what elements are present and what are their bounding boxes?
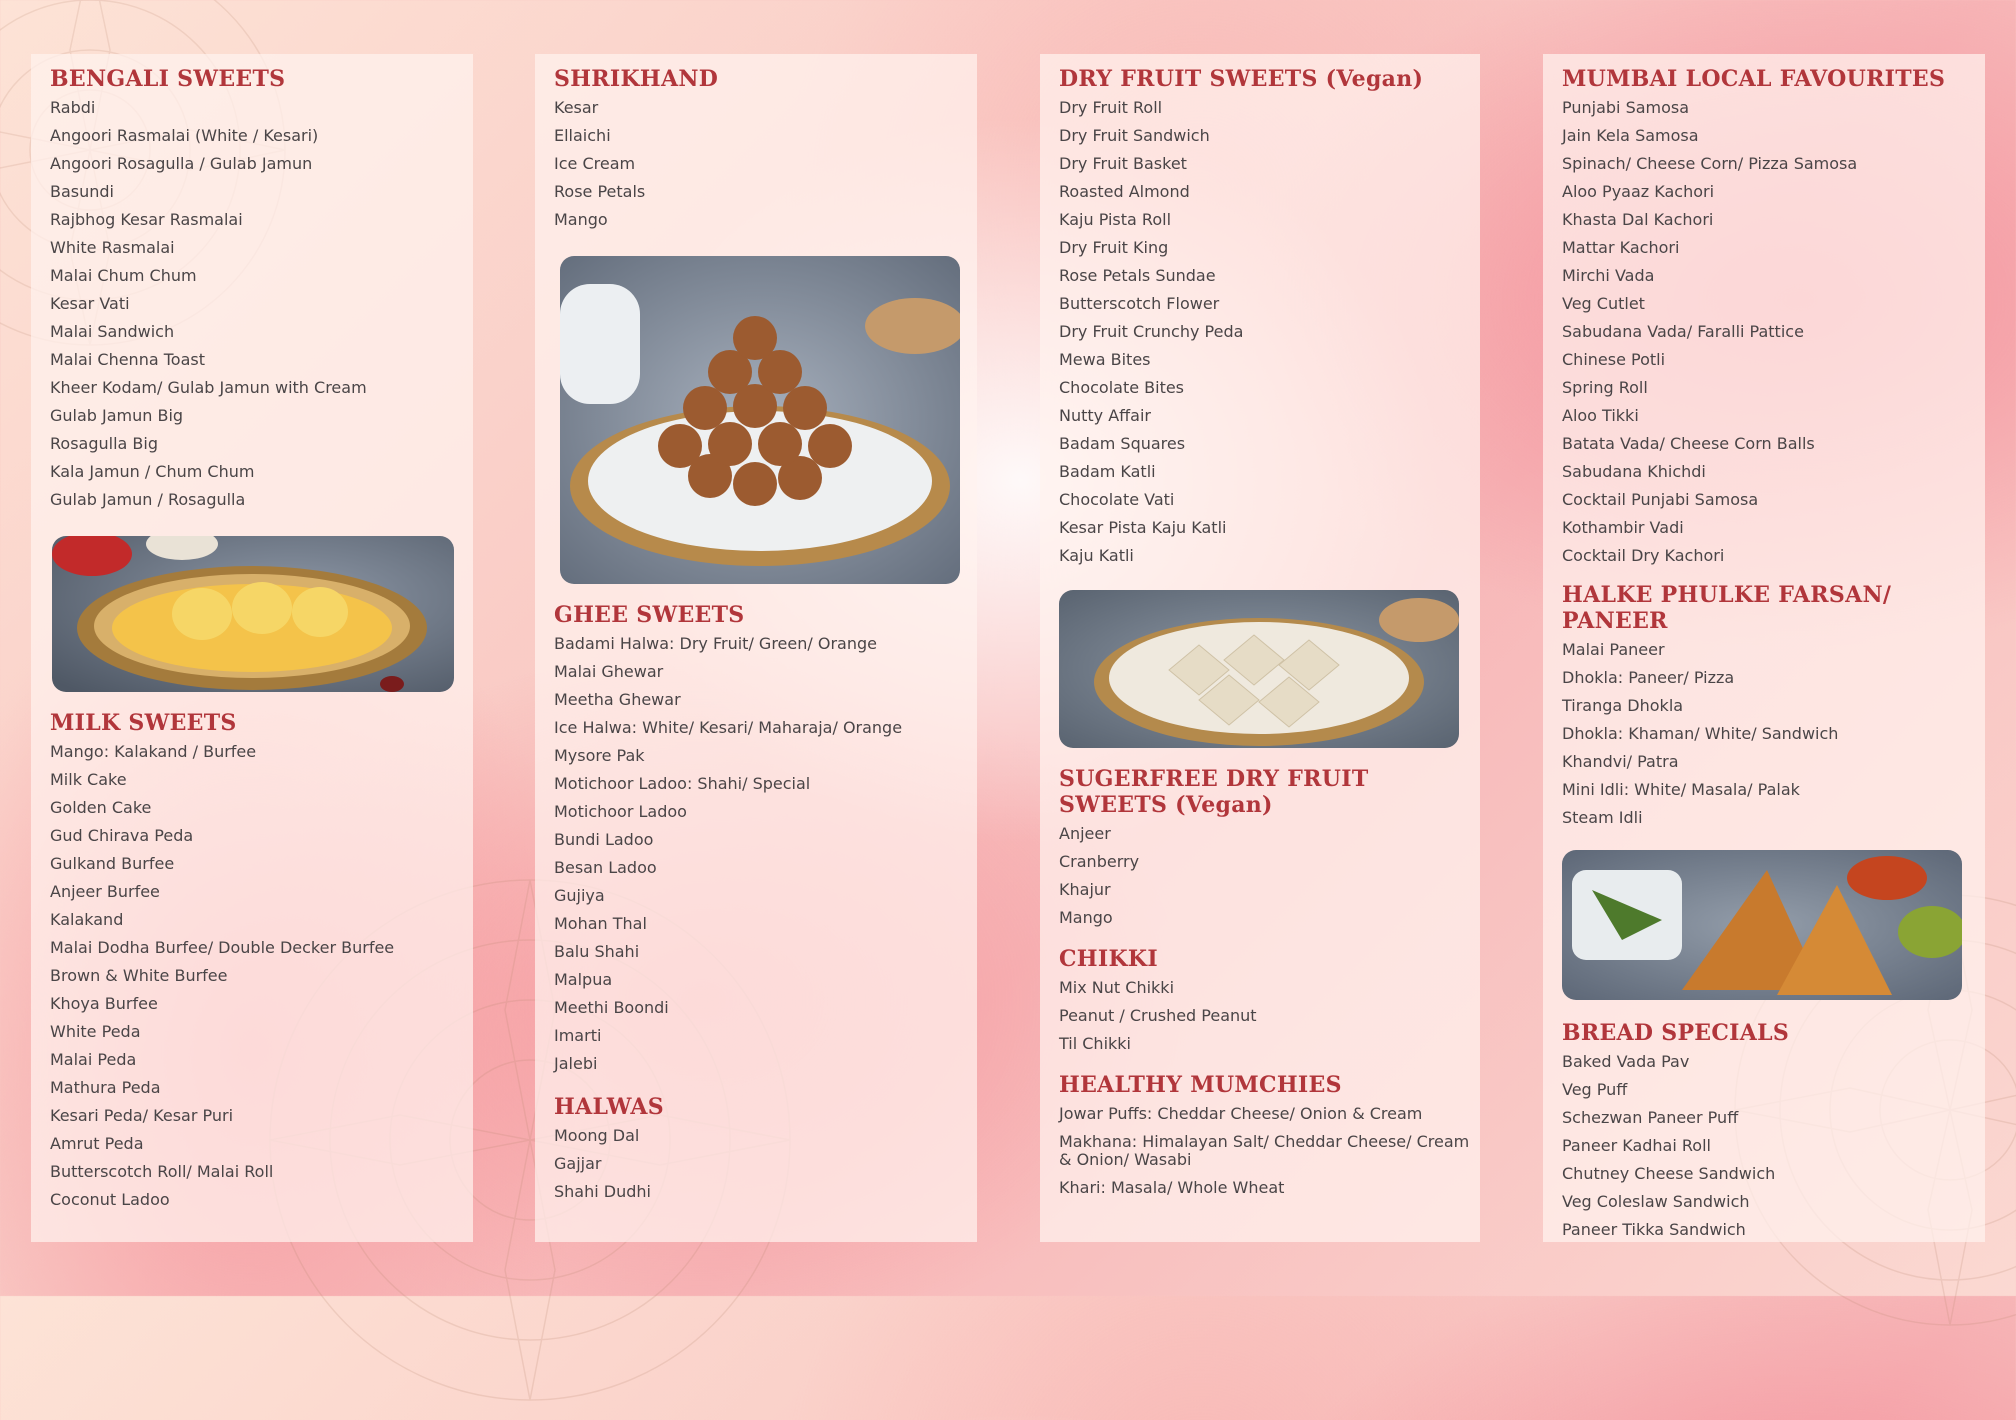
- menu-item: Mirchi Vada: [1562, 266, 1655, 285]
- milk-sweets-list: [50, 738, 465, 1214]
- menu-item: Cocktail Dry Kachori: [1562, 546, 1725, 565]
- menu-item: Kothambir Vadi: [1562, 518, 1684, 537]
- menu-item: Malai Dodha Burfee/ Double Decker Burfee: [50, 938, 395, 957]
- menu-item: Badam Katli: [1059, 462, 1156, 481]
- mumbai-local-favourites-list: [1562, 94, 1977, 570]
- menu-item: Aloo Pyaaz Kachori: [1562, 182, 1715, 201]
- menu-item: Dhokla: Khaman/ White/ Sandwich: [1562, 724, 1839, 743]
- menu-item: Badami Halwa: Dry Fruit/ Green/ Orange: [554, 634, 877, 653]
- menu-item: Badam Squares: [1059, 434, 1186, 453]
- menu-item: Veg Coleslaw Sandwich: [1562, 1192, 1750, 1211]
- section-title-halwas: HALWAS: [554, 1094, 664, 1120]
- dry-fruit-sweets-list: [1059, 94, 1472, 570]
- menu-item: Paneer Kadhai Roll: [1562, 1136, 1711, 1155]
- section-title-dry-fruit-sweets: DRY FRUIT SWEETS (Vegan): [1059, 66, 1424, 92]
- menu-item: Meetha Ghewar: [554, 690, 681, 709]
- menu-item: Mattar Kachori: [1562, 238, 1680, 257]
- menu-item: Veg Puff: [1562, 1080, 1628, 1099]
- menu-item: Malai Sandwich: [50, 322, 175, 341]
- menu-item: Khari: Masala/ Whole Wheat: [1059, 1178, 1285, 1197]
- menu-item: Angoori Rosagulla / Gulab Jamun: [50, 154, 313, 173]
- menu-item: Chocolate Vati: [1059, 490, 1175, 509]
- menu-item: Mango: Kalakand / Burfee: [50, 742, 257, 761]
- menu-item: Dry Fruit Roll: [1059, 98, 1163, 117]
- menu-item: Schezwan Paneer Puff: [1562, 1108, 1739, 1127]
- menu-item: Kalakand: [50, 910, 124, 929]
- shrikhand-list: [554, 94, 969, 234]
- menu-item: White Peda: [50, 1022, 141, 1041]
- menu-item: Rajbhog Kesar Rasmalai: [50, 210, 243, 229]
- section-title-milk-sweets: MILK SWEETS: [50, 710, 237, 736]
- menu-item: Chinese Potli: [1562, 350, 1666, 369]
- rasmalai-photo: [52, 536, 454, 692]
- menu-item: Spring Roll: [1562, 378, 1648, 397]
- menu-item: Butterscotch Flower: [1059, 294, 1220, 313]
- menu-item: Sabudana Vada/ Faralli Pattice: [1562, 322, 1804, 341]
- section-title-sugarfree-sweets: SUGERFREE DRY FRUIT SWEETS (Vegan): [1059, 766, 1369, 818]
- menu-item: Kheer Kodam/ Gulab Jamun with Cream: [50, 378, 367, 397]
- menu-item: Mango: [1059, 908, 1113, 927]
- menu-item: Ice Cream: [554, 154, 636, 173]
- menu-item: Dry Fruit Sandwich: [1059, 126, 1210, 145]
- menu-item: Dry Fruit King: [1059, 238, 1169, 257]
- menu-item: Kesar: [554, 98, 599, 117]
- menu-item: Mathura Peda: [50, 1078, 161, 1097]
- menu-item: Gajjar: [554, 1154, 602, 1173]
- menu-item: Steam Idli: [1562, 808, 1643, 827]
- section-title-halke-phulke: HALKE PHULKE FARSAN/ PANEER: [1562, 582, 1892, 634]
- menu-item: Kala Jamun / Chum Chum: [50, 462, 255, 481]
- menu-column-2: [535, 54, 977, 1242]
- menu-item: Gulkand Burfee: [50, 854, 175, 873]
- menu-item: Butterscotch Roll/ Malai Roll: [50, 1162, 274, 1181]
- menu-item: Kaju Katli: [1059, 546, 1134, 565]
- menu-item: Imarti: [554, 1026, 602, 1045]
- menu-item: Anjeer: [1059, 824, 1111, 843]
- section-title-chikki: CHIKKI: [1059, 946, 1158, 972]
- menu-column-3: [1040, 54, 1480, 1242]
- menu-item: Kesari Peda/ Kesar Puri: [50, 1106, 234, 1125]
- menu-item: Rabdi: [50, 98, 96, 117]
- menu-item: Malai Peda: [50, 1050, 137, 1069]
- menu-item: Chutney Cheese Sandwich: [1562, 1164, 1776, 1183]
- ladoo-tower-photo: [560, 256, 960, 584]
- menu-item: Sabudana Khichdi: [1562, 462, 1706, 481]
- menu-item: Malai Chum Chum: [50, 266, 197, 285]
- menu-item: Malai Ghewar: [554, 662, 664, 681]
- menu-item: Khajur: [1059, 880, 1111, 899]
- ghee-sweets-list: [554, 630, 969, 1078]
- menu-item: Kesar Pista Kaju Katli: [1059, 518, 1227, 537]
- menu-item: Mini Idli: White/ Masala/ Palak: [1562, 780, 1800, 799]
- menu-item: Bundi Ladoo: [554, 830, 654, 849]
- menu-item: Amrut Peda: [50, 1134, 144, 1153]
- menu-item: Kesar Vati: [50, 294, 130, 313]
- halke-phulke-list: [1562, 636, 1977, 832]
- menu-item: Dry Fruit Basket: [1059, 154, 1187, 173]
- menu-item: Jowar Puffs: Cheddar Cheese/ Onion & Cream: [1059, 1104, 1423, 1123]
- section-title-healthy-munchies: HEALTHY MUMCHIES: [1059, 1072, 1342, 1098]
- menu-item: Khoya Burfee: [50, 994, 158, 1013]
- section-title-bread-specials: BREAD SPECIALS: [1562, 1020, 1790, 1046]
- menu-item: Khandvi/ Patra: [1562, 752, 1679, 771]
- menu-item: Ellaichi: [554, 126, 611, 145]
- menu-item: Mohan Thal: [554, 914, 647, 933]
- menu-item: Rose Petals Sundae: [1059, 266, 1216, 285]
- menu-item: Motichoor Ladoo: [554, 802, 687, 821]
- section-title-mumbai-local-favourites: MUMBAI LOCAL FAVOURITES: [1562, 66, 1946, 92]
- menu-item: Paneer Tikka Sandwich: [1562, 1220, 1746, 1239]
- menu-item: Coconut Ladoo: [50, 1190, 170, 1209]
- menu-item: Shahi Dudhi: [554, 1182, 651, 1201]
- menu-item: Motichoor Ladoo: Shahi/ Special: [554, 774, 811, 793]
- menu-item: Til Chikki: [1059, 1034, 1131, 1053]
- menu-item: Mango: [554, 210, 608, 229]
- menu-item: Gulab Jamun Big: [50, 406, 184, 425]
- chikki-list: [1059, 974, 1472, 1058]
- kaju-katli-photo: [1059, 590, 1459, 748]
- menu-item: Basundi: [50, 182, 114, 201]
- menu-item: Jain Kela Samosa: [1562, 126, 1699, 145]
- menu-item: Dhokla: Paneer/ Pizza: [1562, 668, 1735, 687]
- menu-item: Ice Halwa: White/ Kesari/ Maharaja/ Orange: [554, 718, 903, 737]
- menu-item: Jalebi: [554, 1054, 598, 1073]
- menu-item: Besan Ladoo: [554, 858, 657, 877]
- sugarfree-sweets-list: [1059, 820, 1472, 932]
- menu-item: Mix Nut Chikki: [1059, 978, 1175, 997]
- menu-column-4: [1543, 54, 1985, 1242]
- menu-item: Mewa Bites: [1059, 350, 1151, 369]
- menu-item: Brown & White Burfee: [50, 966, 228, 985]
- menu-item: Punjabi Samosa: [1562, 98, 1690, 117]
- menu-item: Khasta Dal Kachori: [1562, 210, 1714, 229]
- menu-item: Batata Vada/ Cheese Corn Balls: [1562, 434, 1815, 453]
- menu-item: Malpua: [554, 970, 613, 989]
- section-title-ghee-sweets: GHEE SWEETS: [554, 602, 745, 628]
- menu-item: Gud Chirava Peda: [50, 826, 194, 845]
- menu-item: Rosagulla Big: [50, 434, 158, 453]
- menu-item: Veg Cutlet: [1562, 294, 1645, 313]
- menu-item: Gulab Jamun / Rosagulla: [50, 490, 246, 509]
- menu-item: Malai Paneer: [1562, 640, 1665, 659]
- menu-item: Balu Shahi: [554, 942, 640, 961]
- menu-item: Mysore Pak: [554, 746, 645, 765]
- bread-specials-list: [1562, 1048, 1977, 1244]
- menu-item: Kaju Pista Roll: [1059, 210, 1172, 229]
- menu-item: Nutty Affair: [1059, 406, 1152, 425]
- menu-item: Moong Dal: [554, 1126, 640, 1145]
- menu-item: Gujiya: [554, 886, 605, 905]
- samosa-photo: [1562, 850, 1962, 1000]
- menu-column-1: [31, 54, 473, 1242]
- menu-item: Spinach/ Cheese Corn/ Pizza Samosa: [1562, 154, 1858, 173]
- menu-item: Peanut / Crushed Peanut: [1059, 1006, 1257, 1025]
- menu-item: Tiranga Dhokla: [1562, 696, 1684, 715]
- healthy-munchies-list: [1059, 1100, 1472, 1202]
- menu-item: Roasted Almond: [1059, 182, 1190, 201]
- menu-item: Chocolate Bites: [1059, 378, 1185, 397]
- menu-item: Baked Vada Pav: [1562, 1052, 1690, 1071]
- section-title-shrikhand: SHRIKHAND: [554, 66, 719, 92]
- menu-item: Angoori Rasmalai (White / Kesari): [50, 126, 319, 145]
- menu-item: Aloo Tikki: [1562, 406, 1639, 425]
- menu-item: Malai Chenna Toast: [50, 350, 205, 369]
- menu-item: Cocktail Punjabi Samosa: [1562, 490, 1759, 509]
- halwas-list: [554, 1122, 969, 1206]
- menu-item: Meethi Boondi: [554, 998, 669, 1017]
- bengali-sweets-list: [50, 94, 465, 514]
- menu-item: Makhana: Himalayan Salt/ Cheddar Cheese/ Cream & Onion/ Wasabi: [1059, 1132, 1470, 1169]
- menu-item: Anjeer Burfee: [50, 882, 160, 901]
- menu-item: Milk Cake: [50, 770, 127, 789]
- menu-item: Golden Cake: [50, 798, 152, 817]
- menu-item: Cranberry: [1059, 852, 1140, 871]
- section-title-bengali-sweets: BENGALI SWEETS: [50, 66, 286, 92]
- menu-item: White Rasmalai: [50, 238, 175, 257]
- menu-item: Dry Fruit Crunchy Peda: [1059, 322, 1244, 341]
- menu-item: Rose Petals: [554, 182, 646, 201]
